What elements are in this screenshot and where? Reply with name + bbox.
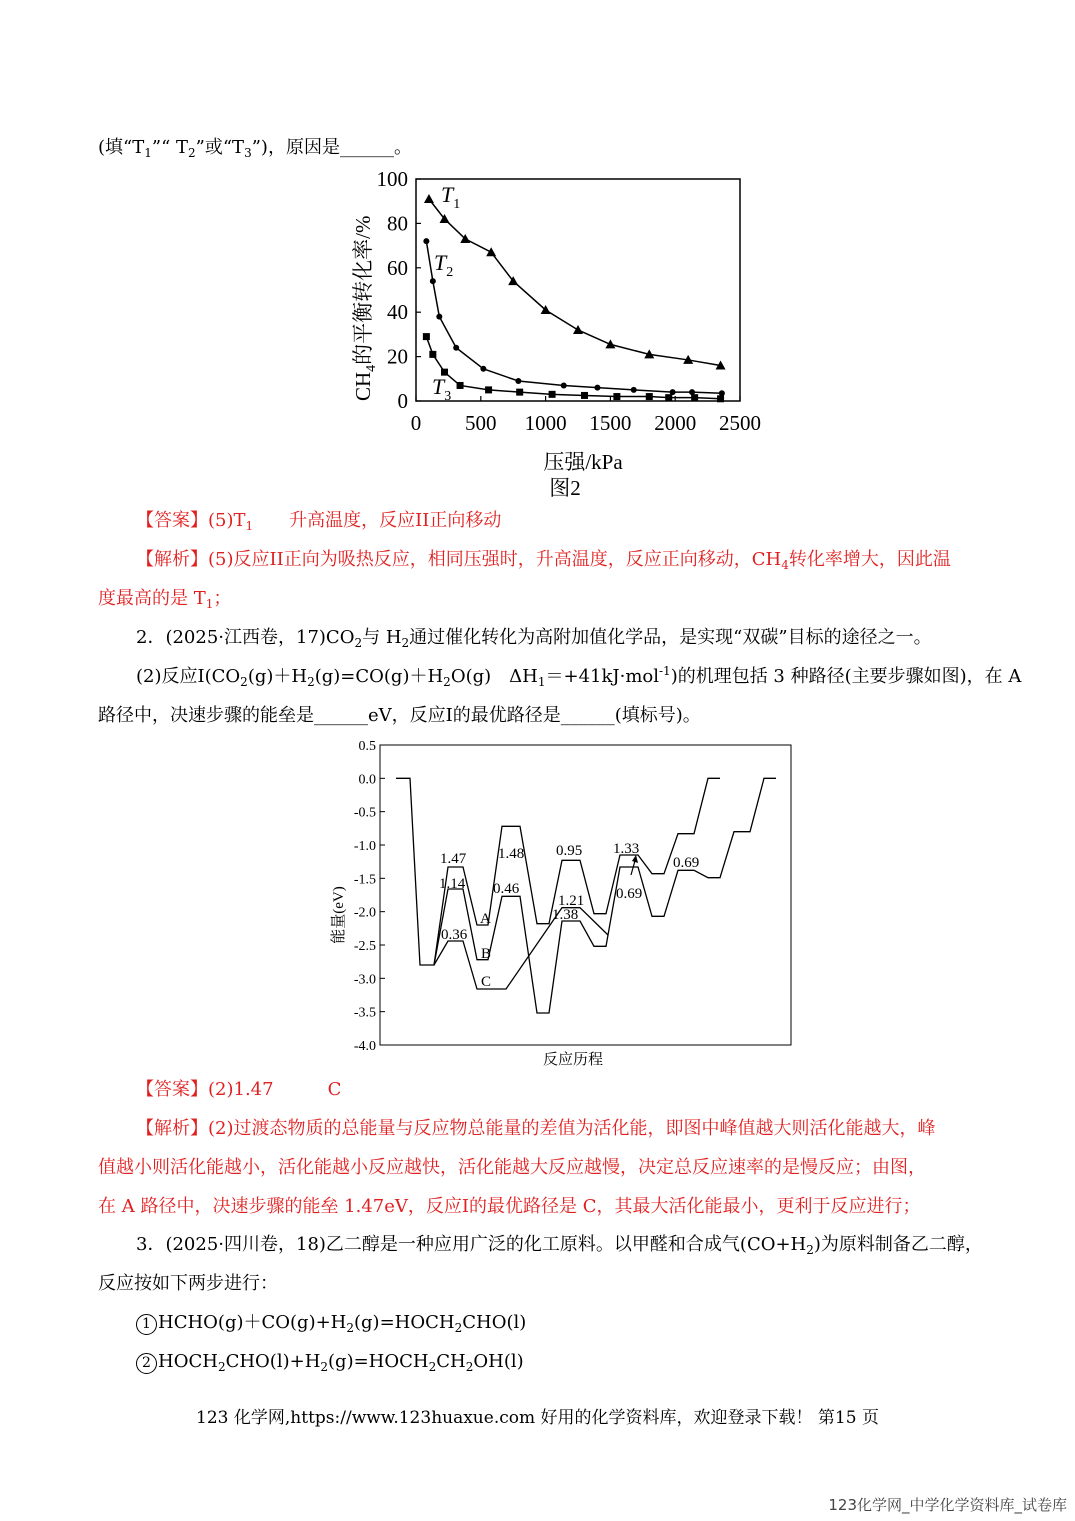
y-tick-label: 80 [387,211,408,236]
point-t1 [573,325,583,334]
q2-line1: 2．(2025·江西卷，$17)CO_2$与 $H_2$通过催化转化为高附加值化学品，是实现“双碳”目标的途径之一。 [136,627,932,650]
answer-1: 【答案】$(5)T_1$ 升高温度，反应II正向移动 [136,510,502,533]
y-axis-label-energy: 能量(eV) [331,886,347,944]
reaction-2: 2 $HOCH_2CHO(l)+H_2(g)=HOCH_2CH_2OH(l)$ [136,1350,524,1374]
x-axis-label-energy: 反应历程 [542,1052,604,1068]
point-t3 [429,351,436,358]
figure-2-chart [340,168,780,508]
q2-line2: (2)反应$I(CO_2(g)+H_2(g)=CO(g)+H_2O(g)$ $\Delta H_1=+41kJ\cdot mol^{-1}$)的机理包括 3 种路径(主要步骤如图)，在 A [136,664,1022,689]
explanation-2-line1: 【解析】(2)过渡态物质的总能量与反应物总能量的差值为活化能，即图中峰值越大则活化能越大，峰 [136,1118,936,1139]
explanation-1-line2: 度最高的是 $T_1$； [98,588,232,611]
point-t3 [581,392,588,399]
barrier-label: 1.38 [552,907,579,923]
point-t3 [665,394,672,401]
path-label-c: C [481,974,492,990]
y-tick-label: -1.0 [353,839,376,854]
series-line-t1 [429,199,721,365]
y-tick-label: 0.5 [358,739,376,754]
barrier-label: 1.48 [498,846,525,862]
x-tick-label: 1500 [589,411,632,435]
plot-frame [380,745,791,1045]
barrier-label: 0.69 [616,886,643,902]
point-t3 [457,382,464,389]
point-t3 [613,393,620,400]
y-tick-label: -2.0 [353,905,376,921]
q2-line3: 路径中，决速步骤的能垒是______eV，反应I的最优路径是______(填标号)。 [98,705,701,726]
point-t1 [605,339,615,348]
page-footer: 123 化学网,https://www.123huaxue.com 好用的化学资料库，欢迎登录下载！ 第15 页 [196,1408,879,1428]
answer-2: 【答案】(2)1.47 C [136,1079,342,1100]
point-t1 [424,194,434,203]
barrier-label: 1.21 [558,893,585,909]
x-tick-label: 0 [410,411,422,435]
point-t2 [515,378,521,384]
q1-tail: (填“$T_1”“$ $T_2$”或“$T_3$”)，原因是______。 [98,137,412,160]
point-t3 [691,394,698,401]
point-t3 [646,393,653,400]
barrier-label: 0.46 [493,881,520,897]
explanation-2-line3: 在 A 路径中，决速步骤的能垒 1.47eV，反应I的最优路径是 C，其最大活化能最小，更利于反应进行； [98,1196,921,1217]
y-tick-label: -2.5 [353,939,376,954]
point-t2 [631,387,637,393]
y-tick-label: -3.0 [353,972,376,988]
point-t2 [430,278,436,284]
energy-diagram [325,735,800,1075]
path-label-a: A [480,911,491,927]
barrier-label: 1.33 [613,841,640,857]
y-tick-label: 0 [397,389,408,413]
x-tick-label: 2500 [719,411,761,435]
reaction-1: 1 $HCHO(g)+CO(g)+H_2(g)=HOCH_2CHO(l)$ [136,1311,526,1335]
q3-line1: 3．(2025·四川卷，18)乙二醇是一种应用广泛的化工原料。以甲醛和合成气$(CO+H_2)$为原料制备乙二醇， [136,1234,983,1257]
point-t2 [480,366,486,372]
circled-number-1: 1 [136,1314,157,1335]
q3-line2: 反应按如下两步进行： [98,1273,278,1294]
y-tick-label: 40 [387,300,408,325]
barrier-label: 1.14 [439,876,466,892]
point-t2 [453,345,459,351]
point-t2 [561,382,567,388]
figure-caption: 图2 [549,476,581,500]
barrier-label: 0.36 [441,927,468,943]
barrier-label: 1.47 [440,851,467,867]
path-c [434,908,608,989]
y-tick-label: 100 [376,168,408,191]
y-tick-label: 0.0 [358,772,376,788]
y-tick-label: -1.5 [353,872,376,888]
point-t2 [594,385,600,391]
path-label-b: B [481,946,492,962]
point-t3 [485,386,492,393]
barrier-label: 0.69 [673,855,700,871]
point-t2 [423,238,429,244]
y-tick-label: 60 [387,255,408,280]
y-axis-label: $CH_4$的平衡转化率/% [351,215,379,401]
series-label-t3: $T_3$ [432,374,452,404]
x-axis-label: 压强/kPa [543,450,623,474]
series-label-t1: $T_1$ [441,182,461,212]
point-t3 [549,391,556,398]
point-t3 [423,333,430,340]
explanation-1-line1: 【解析】(5)反应II正向为吸热反应，相同压强时，升高温度，反应正向移动，$CH_4$转化率增大，因此温 [136,549,951,572]
point-t3 [717,395,724,402]
point-t3 [516,389,523,396]
point-t1 [486,247,496,256]
x-tick-label: 1000 [524,411,567,435]
series-line-t2 [426,241,721,393]
y-tick-label: -3.5 [353,1005,376,1021]
y-tick-label: -4.0 [353,1039,376,1054]
series-label-t2: $T_2$ [434,250,454,280]
plot-frame [416,179,740,401]
circled-number-2: 2 [136,1353,157,1374]
point-t2 [436,314,442,320]
y-tick-label: 20 [387,344,408,369]
explanation-2-line2: 值越小则活化能越小，活化能越小反应越快，活化能越大反应越慢，决定总反应速率的是慢反应；由图， [98,1157,926,1178]
x-tick-label: 2000 [654,411,697,435]
series-line-t3 [426,337,720,399]
watermark: 123化学网_中学化学资料库_试卷库 [828,1496,1067,1514]
y-tick-label: -0.5 [353,805,376,821]
barrier-label: 0.95 [556,843,583,859]
x-tick-label: 500 [465,411,497,435]
